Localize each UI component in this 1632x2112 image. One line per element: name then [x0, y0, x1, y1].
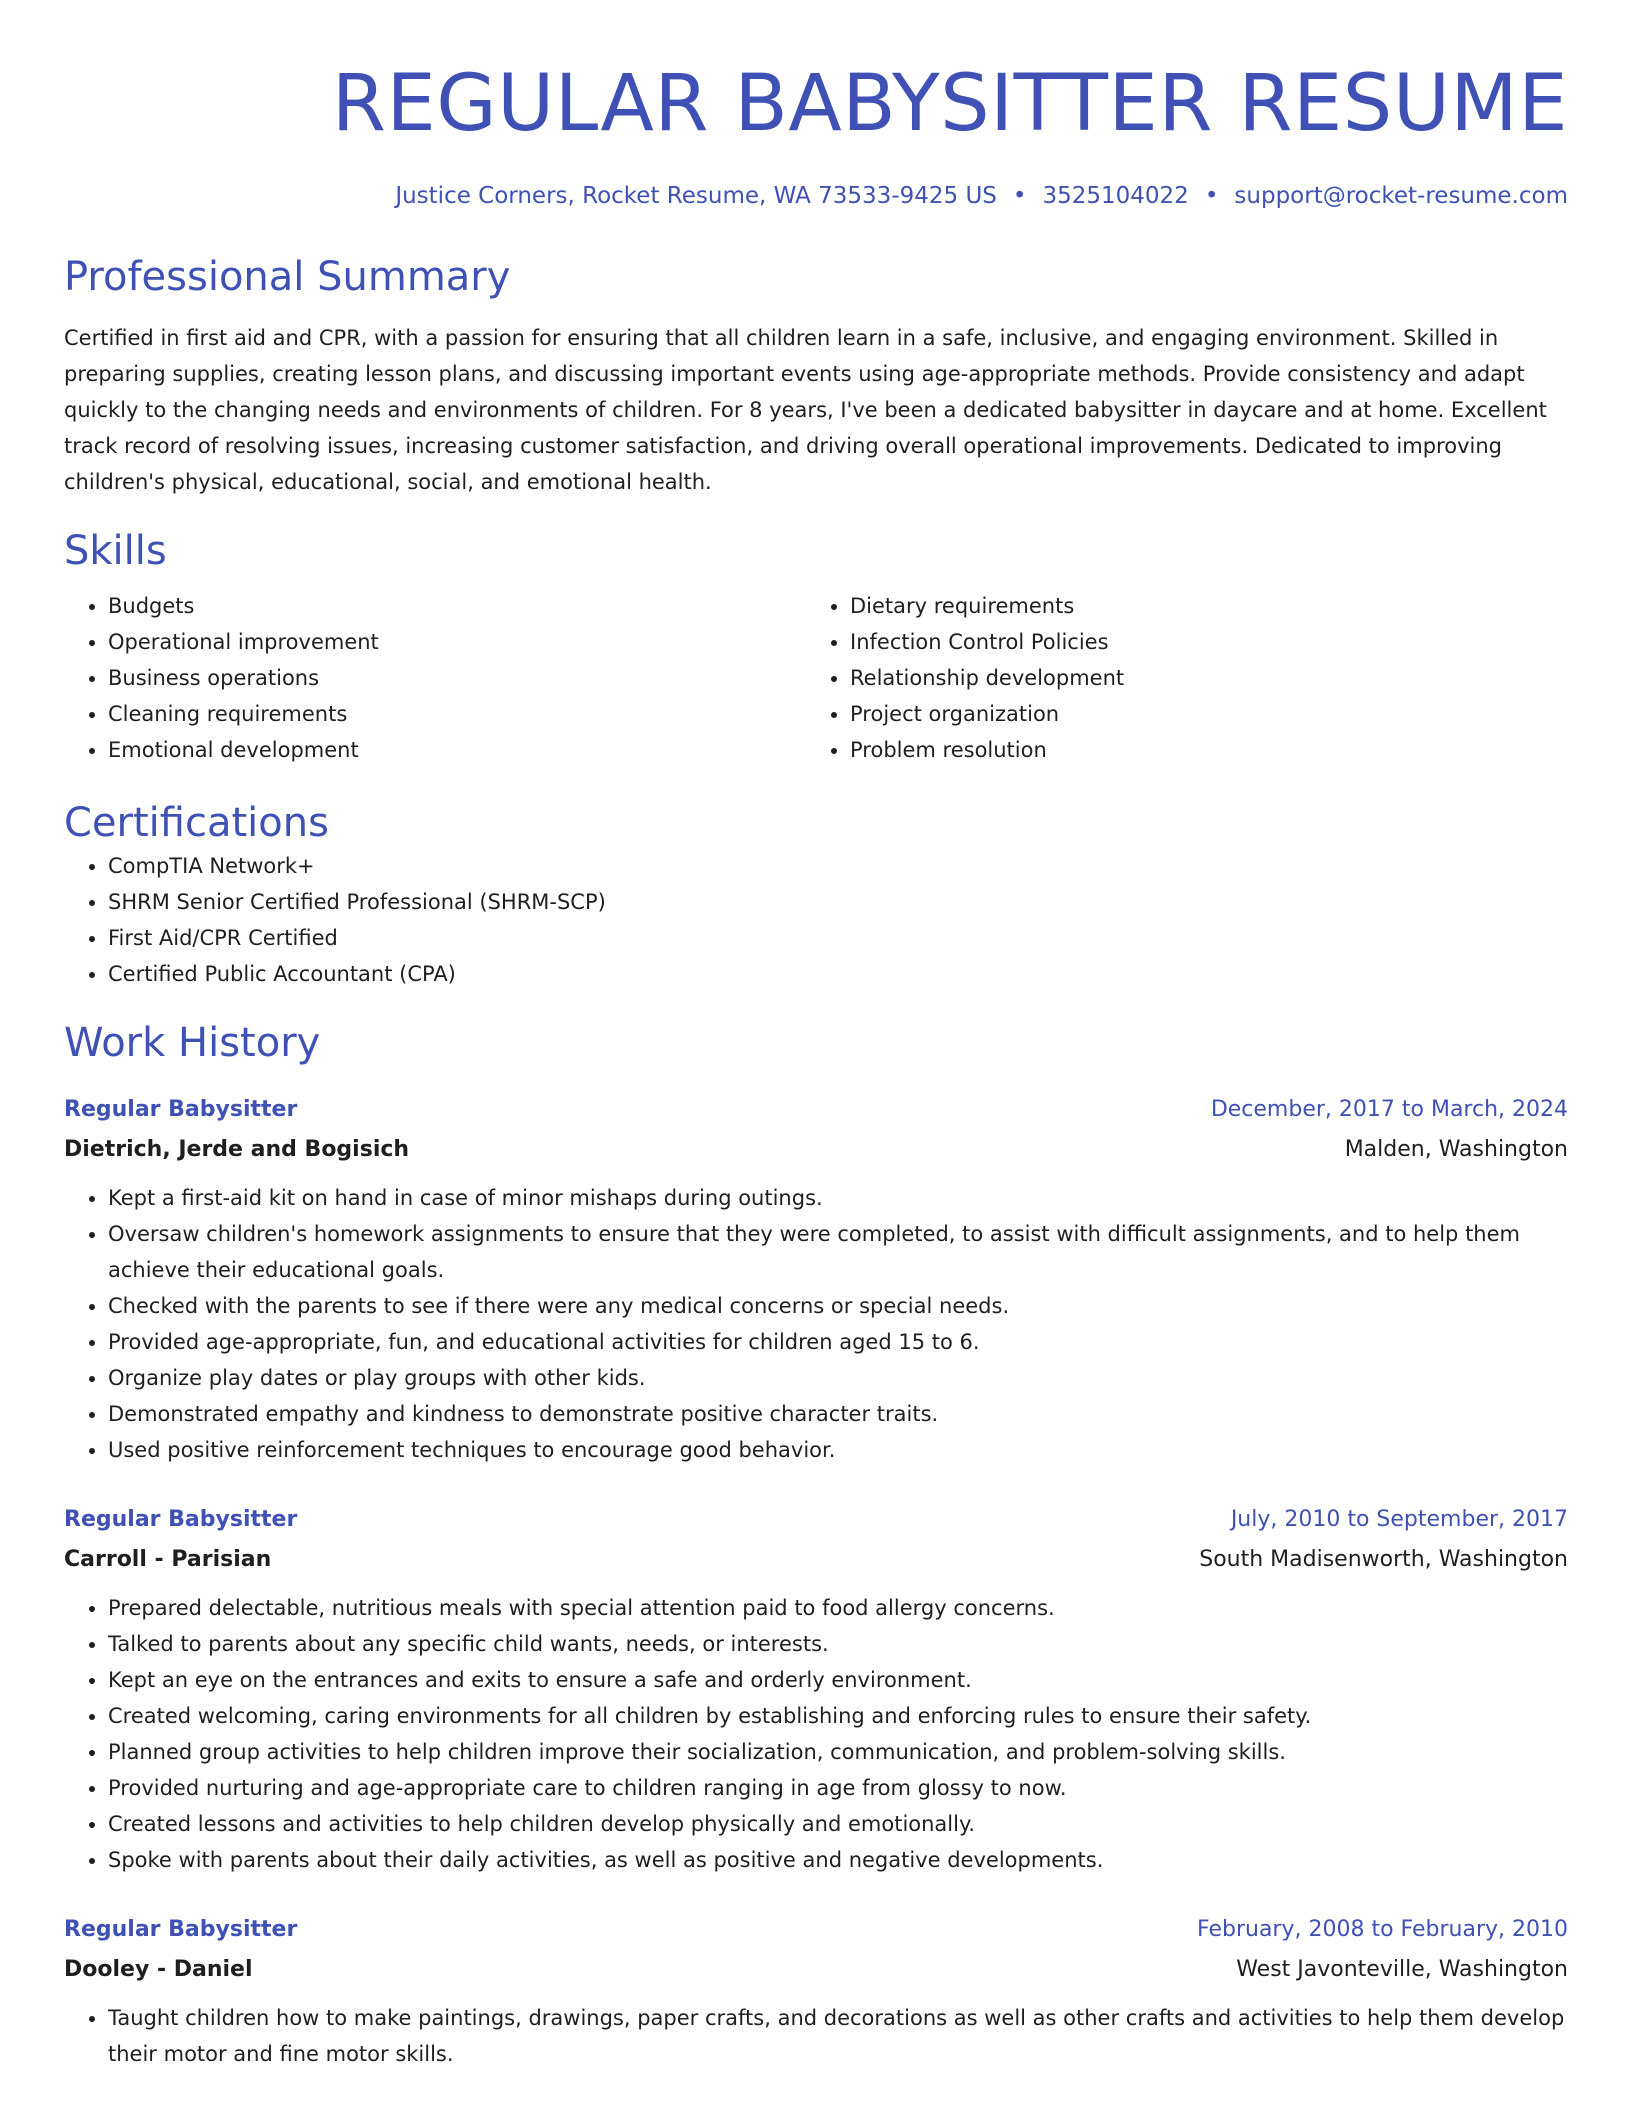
- job-location: South Madisenworth, Washington: [1199, 1547, 1568, 1572]
- skill-item: • Project organization: [850, 696, 1548, 732]
- job-dates: December, 2017 to March, 2024: [1210, 1097, 1568, 1122]
- contact-phone: 3525104022: [1042, 183, 1189, 209]
- job-duty-item: • Talked to parents about any specific child wants, needs, or interests.: [108, 1626, 1568, 1662]
- skill-item: • Problem resolution: [850, 732, 1548, 768]
- job-role: Regular Babysitter: [64, 1097, 298, 1122]
- job-company-row: [64, 1130, 1568, 1170]
- skills-heading: Skills: [64, 528, 167, 574]
- job-duty-item: • Checked with the parents to see if there were any medical concerns or special needs.: [108, 1288, 1568, 1324]
- job-company: Dietrich, Jerde and Bogisich: [64, 1137, 410, 1162]
- job-company-row: [64, 1540, 1568, 1580]
- job-header-row: [64, 1910, 1568, 1950]
- contact-separator: •: [1012, 183, 1027, 209]
- summary-text: Certified in first aid and CPR, with a passion for ensuring that all children learn in a safe, inclusive, and engaging environment. Skilled in preparing supplies, creating lesson plans, and discussing important events using age-appropriate methods. Provide consistency and adapt quickly to the changing needs and environments of children. For 8 years, I've been a dedicated babysitter in daycare and at home. Excellent track record of resolving issues, increasing customer satisfaction, and driving overall operational improvements. Dedicated to improving children's physical, educational, social, and emotional health.: [64, 326, 1547, 494]
- certifications-list: [64, 848, 1568, 992]
- skill-item: • Business operations: [108, 660, 806, 696]
- certification-item: • SHRM Senior Certified Professional (SHRM-SCP): [108, 884, 1568, 920]
- resume-title: REGULAR BABYSITTER RESUME: [331, 59, 1568, 149]
- contact-line: [64, 180, 1568, 212]
- skill-item: • Budgets: [108, 588, 806, 624]
- skills-grid: [64, 588, 1568, 768]
- job-company: Dooley - Daniel: [64, 1957, 253, 1982]
- job-duty-item: • Demonstrated empathy and kindness to demonstrate positive character traits.: [108, 1396, 1568, 1432]
- skill-item: • Cleaning requirements: [108, 696, 806, 732]
- job-entry: [64, 1500, 1568, 1878]
- job-duty-item: • Spoke with parents about their daily activities, as well as positive and negative developments.: [108, 1842, 1568, 1878]
- job-role: Regular Babysitter: [64, 1917, 298, 1942]
- skills-list-right: [806, 588, 1548, 768]
- job-duty-item: • Created lessons and activities to help children develop physically and emotionally.: [108, 1806, 1568, 1842]
- skill-item: • Dietary requirements: [850, 588, 1548, 624]
- job-duty-item: • Oversaw children's homework assignments to ensure that they were completed, to assist with difficult assignments, and to help them achieve their educational goals.: [108, 1216, 1568, 1288]
- job-duty-item: • Organize play dates or play groups with other kids.: [108, 1360, 1568, 1396]
- contact-email[interactable]: support@rocket-resume.com: [1234, 183, 1568, 209]
- job-duty-item: • Provided age-appropriate, fun, and educational activities for children aged 15 to 6.: [108, 1324, 1568, 1360]
- certification-item: • Certified Public Accountant (CPA): [108, 956, 1568, 992]
- job-role: Regular Babysitter: [64, 1507, 298, 1532]
- skill-item: • Relationship development: [850, 660, 1548, 696]
- job-duty-item: • Kept a first-aid kit on hand in case of minor mishaps during outings.: [108, 1180, 1568, 1216]
- job-duties-list: [64, 1180, 1568, 1468]
- job-duty-item: • Planned group activities to help children improve their socialization, communication, and problem-solving skills.: [108, 1734, 1568, 1770]
- skills-column-left: [64, 588, 806, 768]
- summary-heading: Professional Summary: [64, 254, 511, 300]
- job-duties-list: [64, 1590, 1568, 1878]
- job-duty-item: • Taught children how to make paintings, drawings, paper crafts, and decorations as well as other crafts and activities to help them develop their motor and fine motor skills.: [108, 2000, 1568, 2072]
- job-header-row: [64, 1500, 1568, 1540]
- job-duty-item: • Kept an eye on the entrances and exits to ensure a safe and orderly environment.: [108, 1662, 1568, 1698]
- certifications-heading: Certifications: [64, 800, 329, 846]
- contact-address: Justice Corners, Rocket Resume, WA 73533-9425 US: [395, 183, 997, 209]
- job-header-row: [64, 1090, 1568, 1130]
- job-entry: [64, 1910, 1568, 2072]
- job-duty-item: • Used positive reinforcement techniques to encourage good behavior.: [108, 1432, 1568, 1468]
- job-company: Carroll - Parisian: [64, 1547, 272, 1572]
- job-location: Malden, Washington: [1344, 1137, 1568, 1162]
- certification-item: • CompTIA Network+: [108, 848, 1568, 884]
- work-history-heading: Work History: [64, 1020, 321, 1066]
- contact-separator: •: [1204, 183, 1219, 209]
- job-dates: February, 2008 to February, 2010: [1197, 1917, 1568, 1942]
- job-dates: July, 2010 to September, 2017: [1230, 1507, 1568, 1532]
- job-entry: [64, 1090, 1568, 1468]
- skill-item: • Operational improvement: [108, 624, 806, 660]
- job-company-row: [64, 1950, 1568, 1990]
- job-location: West Javonteville, Washington: [1236, 1957, 1568, 1982]
- certification-item: • First Aid/CPR Certified: [108, 920, 1568, 956]
- skills-list-left: [64, 588, 806, 768]
- resume-page: [64, 0, 1568, 2072]
- job-duties-list: [64, 2000, 1568, 2072]
- skills-column-right: [806, 588, 1548, 768]
- skill-item: • Infection Control Policies: [850, 624, 1548, 660]
- job-duty-item: • Provided nurturing and age-appropriate care to children ranging in age from glossy to now.: [108, 1770, 1568, 1806]
- skill-item: • Emotional development: [108, 732, 806, 768]
- job-duty-item: • Prepared delectable, nutritious meals with special attention paid to food allergy concerns.: [108, 1590, 1568, 1626]
- job-duty-item: • Created welcoming, caring environments for all children by establishing and enforcing rules to ensure their safety.: [108, 1698, 1568, 1734]
